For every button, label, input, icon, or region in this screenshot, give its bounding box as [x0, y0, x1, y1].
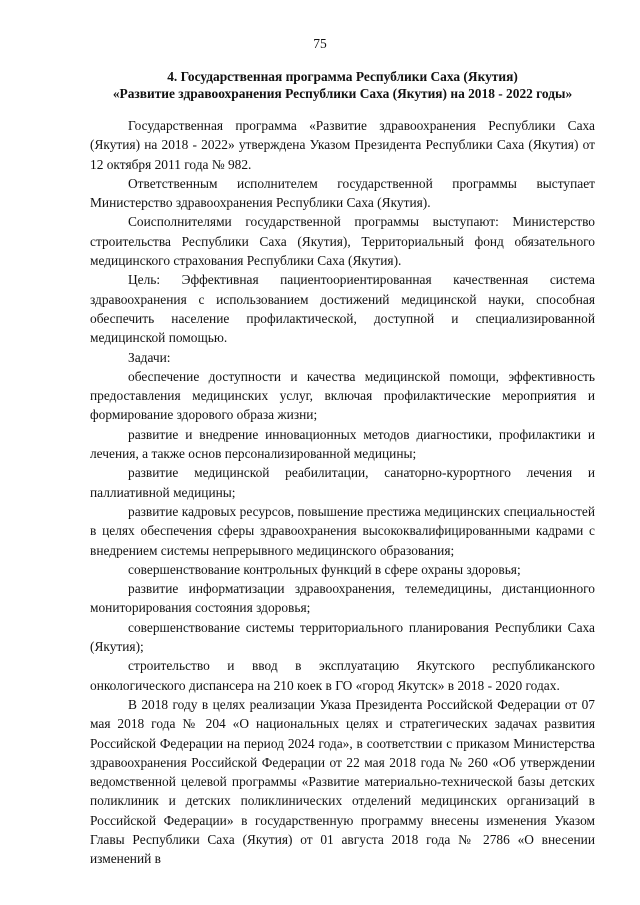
list-item-task: развитие кадровых ресурсов, повышение престижа медицинских специальностей в целях обеспечения сферы здравоохранения высококвалифицированными кадрами с внедрением системы непрерывного медицинского образования;: [90, 503, 595, 558]
list-item-task: совершенствование системы территориального планирования Республики Саха (Якутия);: [90, 619, 595, 655]
page-number: 75: [313, 36, 327, 51]
paragraph-responsible-executor: Ответственным исполнителем государственной программы выступает Министерство здравоохранения Республики Саха (Якутия).: [90, 175, 595, 211]
list-item-task: развитие медицинской реабилитации, санаторно-курортного лечения и паллиативной медицины;: [90, 465, 595, 500]
paragraph-2018-changes: В 2018 году в целях реализации Указа Президента Российской Федерации от 07 мая 2018 года № 204 «О национальных целях и стратегических задачах развития Российской Федерации на период 2024 года», в соответствии с приказом Министерства здравоохранения Российской Федерации от 22 мая 2018 года № 260 «Об утверждении ведомственной целевой программы «Развитие материально-технической базы детских поликлиник и детских поликлинических отделений медицинских организаций в Российской Федерации» в государственную программу внесены изменения Указом Главы Республики Саха (Якутия) от 01 августа 2018 года № 2786 «О внесении изменений в: [90, 696, 595, 867]
list-item-task: совершенствование контрольных функций в сфере охраны здоровья;: [128, 561, 521, 577]
section-heading: [90, 68, 595, 102]
paragraph-program-approval: Государственная программа «Развитие здравоохранения Республики Саха (Якутия) на 2018 - 2022» утверждена Указом Президента Республики Саха (Якутия) от 12 октября 2011 года № 982.: [90, 118, 595, 172]
section-heading-line-2: «Развитие здравоохранения Республики Саха (Якутия) на 2018 - 2022 годы»: [112, 86, 573, 101]
paragraph-co-executors: Соисполнителями государственной программы выступают: Министерство строительства Республики Саха (Якутия), Территориальный фонд обязательного медицинского страхования Республики Саха (Якутия).: [90, 214, 595, 269]
paragraph-goal: Цель: Эффективная пациентоориентированная качественная система здравоохранения с использованием достижений медицинской науки, способная обеспечить население профилактической, доступной и специализированной медицинской помощью.: [90, 272, 595, 346]
section-heading-line-1: 4. Государственная программа Республики Саха (Якутия): [167, 69, 518, 84]
list-item-task: строительство и ввод в эксплуатацию Якутского республиканского онкологического диспансера на 210 коек в ГО «город Якутск» в 2018 - 2020 годах.: [90, 658, 595, 693]
list-item-task: развитие информатизации здравоохранения, телемедицины, дистанционного мониторирования состояния здоровья;: [90, 581, 595, 616]
document-body: [90, 116, 595, 869]
list-item-task: развитие и внедрение инновационных методов диагностики, профилактики и лечения, а также основ персонализированной медицины;: [90, 426, 595, 462]
paragraph-tasks-label: Задачи:: [128, 349, 171, 365]
list-item-task: обеспечение доступности и качества медицинской помощи, эффективность предоставления медицинских услуг, включая профилактические мероприятия и формирование здорового образа жизни;: [90, 368, 595, 423]
